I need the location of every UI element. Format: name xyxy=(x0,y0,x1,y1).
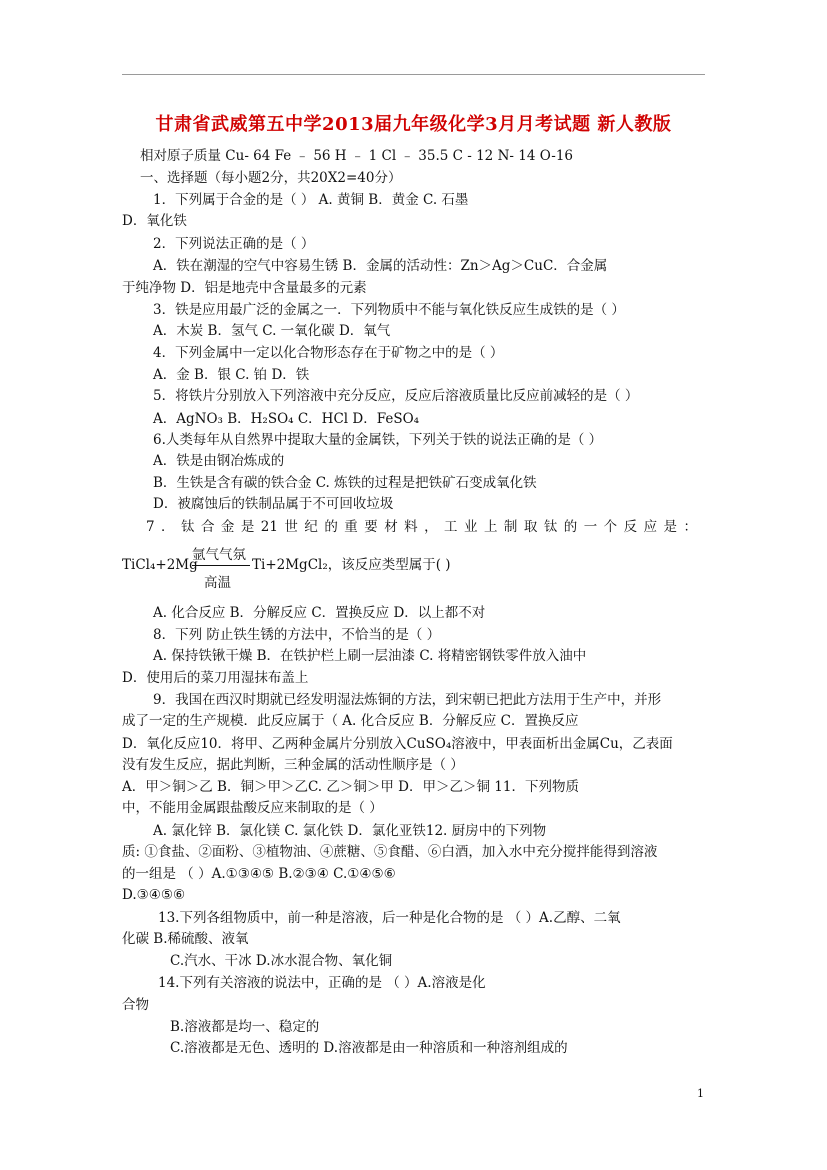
page-number: 1 xyxy=(697,1087,704,1100)
question-line: D．被腐蚀后的铁制品属于不可回收垃圾 xyxy=(153,496,394,512)
question-line: 13.下列各组物质中，前一种是溶液，后一种是化合物的是 （ ）A.乙醇、二氧 xyxy=(158,910,621,926)
question-line: 14.下列有关溶液的说法中，正确的是 （ ）A.溶液是化 xyxy=(158,975,486,991)
question-line: A．AgNO₃ B．H₂SO₄ C．HCl D．FeSO₄ xyxy=(153,411,420,427)
atomic-mass-line: 相对原子质量 Cu- 64 Fe ﹣ 56 H ﹣ 1 Cl ﹣ 35.5 C - 12 N- 14 O-16 xyxy=(140,148,574,164)
section-heading: 一、选择题（每小题2分，共20X2=40分） xyxy=(140,170,402,186)
question-line: A. 保持铁锹干燥 B．在铁护栏上刷一层油漆 C. 将精密钢铁零件放入油中 xyxy=(153,648,587,664)
question-line: 中，不能用金属跟盐酸反应来制取的是（ ） xyxy=(122,800,383,816)
question-line: 没有发生反应，据此判断，三种金属的活动性顺序是（ ） xyxy=(122,757,464,773)
question-line: B.溶液都是均一、稳定的 xyxy=(170,1019,320,1035)
equation-condition-bottom: 高温 xyxy=(204,575,231,591)
question-line: A. 化合反应 B．分解反应 C．置换反应 D．以上都不对 xyxy=(153,605,486,621)
question-line: 3．铁是应用最广泛的金属之一．下列物质中不能与氧化铁反应生成铁的是（ ） xyxy=(153,302,625,318)
question-line: 于纯净物 D．铝是地壳中含量最多的元素 xyxy=(122,280,367,296)
question-line: A．铁是由钢冶炼成的 xyxy=(153,453,285,469)
question-line: D．氧化反应10．将甲、乙两种金属片分别放入CuSO₄溶液中，甲表面析出金属Cu，乙表面 xyxy=(122,736,673,752)
equation-right: Ti+2MgCl₂，该反应类型属于( ) xyxy=(252,557,451,573)
question-line: D．氧化铁 xyxy=(122,213,187,229)
question-line: 的一组是 （ ）A.①③④⑤ B.②③④ C.①④⑤⑥ xyxy=(122,866,396,882)
question-line: 5．将铁片分别放入下列溶液中充分反应，反应后溶液质量比反应前减轻的是（ ） xyxy=(153,388,639,404)
equation-arrow-bar xyxy=(192,565,250,566)
question-line: A．甲＞铜＞乙 B．铜＞甲＞乙C. 乙＞铜＞甲 D．甲＞乙＞铜 11．下列物质 xyxy=(122,779,579,795)
question-line: C.汽水、干冰 D.冰水混合物、氧化铜 xyxy=(170,953,393,969)
question-line: 9．我国在西汉时期就已经发明湿法炼铜的方法，到宋朝已把此方法用于生产中，并形 xyxy=(153,692,662,708)
question-line: 6.人类每年从自然界中提取大量的金属铁，下列关于铁的说法正确的是（ ） xyxy=(153,432,603,448)
question-line: C.溶液都是无色、透明的 D.溶液都是由一种溶质和一种溶剂组成的 xyxy=(170,1040,568,1056)
question-line: A．铁在潮湿的空气中容易生锈 B．金属的活动性：Zn＞Ag＞CuC．合金属 xyxy=(153,258,608,274)
question-line: A．金 B．银 C. 铂 D．铁 xyxy=(153,367,310,383)
question-line: A. 氯化锌 B．氯化镁 C. 氯化铁 D．氯化亚铁12. 厨房中的下列物 xyxy=(153,823,547,839)
page-title: 甘肃省武威第五中学2013届九年级化学3月月考试题 新人教版 xyxy=(155,114,672,135)
question-line: 质: ①食盐、②面粉、③植物油、④蔗糖、⑤食醋、⑥白酒，加入水中充分搅拌能得到溶液 xyxy=(122,844,658,860)
question-line: A．木炭 B．氢气 C. 一氧化碳 D．氧气 xyxy=(153,323,391,339)
question-line: 7．钛合金是21世纪的重要材料，工业上制取钛的一个反应是： xyxy=(146,519,697,535)
question-line: 8．下列 防止铁生锈的方法中，不恰当的是（ ） xyxy=(153,627,441,643)
question-line: 2．下列说法正确的是（ ） xyxy=(153,236,315,252)
question-line: D.③④⑤⑥ xyxy=(122,887,186,903)
question-line: 化碳 B.稀硫酸、液氧 xyxy=(122,931,249,947)
question-line: 合物 xyxy=(122,997,149,1013)
header-rule xyxy=(122,74,705,75)
question-line: 成了一定的生产规模．此反应属于（ A. 化合反应 B．分解反应 C．置换反应 xyxy=(122,713,579,729)
question-line: 4．下列金属中一定以化合物形态存在于矿物之中的是（ ） xyxy=(153,345,504,361)
question-line: 1．下列属于合金的是（ ） A. 黄铜 B．黄金 C. 石墨 xyxy=(153,192,469,208)
question-line: D．使用后的菜刀用湿抹布盖上 xyxy=(122,670,309,686)
equation-left: TiCl₄+2Mg xyxy=(122,557,198,573)
equation-condition-top: 氩气气氛 xyxy=(192,547,246,563)
question-line: B．生铁是含有碳的铁合金 C. 炼铁的过程是把铁矿石变成氧化铁 xyxy=(153,475,537,491)
